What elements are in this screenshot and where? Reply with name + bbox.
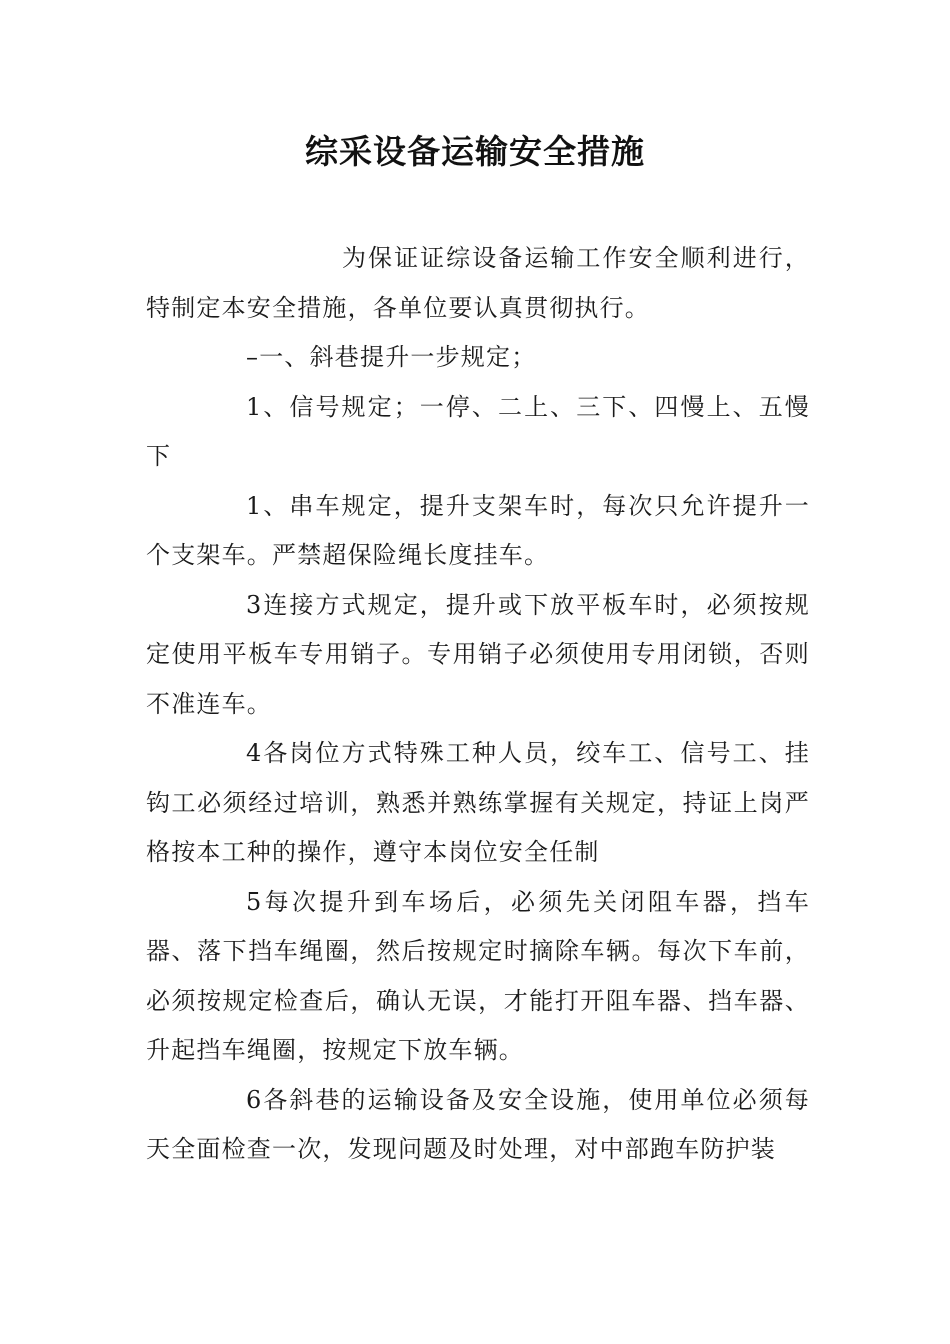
- paragraph-train-rules: 1、串车规定，提升支架车时，每次只允许提升一个支架车。严禁超保险绳长度挂车。: [146, 491, 810, 569]
- intro-paragraph: 为保证证综设备运输工作安全顺利进行，特制定本安全措施，各单位要认真贯彻执行。: [146, 244, 810, 322]
- section-heading: –一、斜巷提升一步规定；: [246, 343, 537, 371]
- paragraph-signal-rules: 1、信号规定；一停、二上、三下、四慢上、五慢下: [146, 392, 810, 470]
- paragraph-inspection-rules: 6各斜巷的运输设备及安全设施，使用单位必须每天全面检查一次，发现问题及时处理，对中部跑车防护装: [146, 1085, 810, 1163]
- paragraph-connection-rules: 3连接方式规定，提升或下放平板车时，必须按规定使用平板车专用销子。专用销子必须使用专用闭锁，否则不准连车。: [146, 590, 810, 718]
- paragraph-yard-rules: 5每次提升到车场后，必须先关闭阻车器，挡车器、落下挡车绳圈，然后按规定时摘除车辆。每次下车前，必须按规定检查后，确认无误，才能打开阻车器、挡车器、升起挡车绳圈，按规定下放车辆。: [146, 887, 810, 1064]
- paragraph-personnel-rules: 4各岗位方式特殊工种人员，绞车工、信号工、挂钩工必须经过培训，熟悉并熟练掌握有关规定，持证上岗严格按本工种的操作，遵守本岗位安全任制: [146, 739, 810, 866]
- document-title: 综采设备运输安全措施: [305, 132, 645, 171]
- document-body: [146, 234, 810, 1175]
